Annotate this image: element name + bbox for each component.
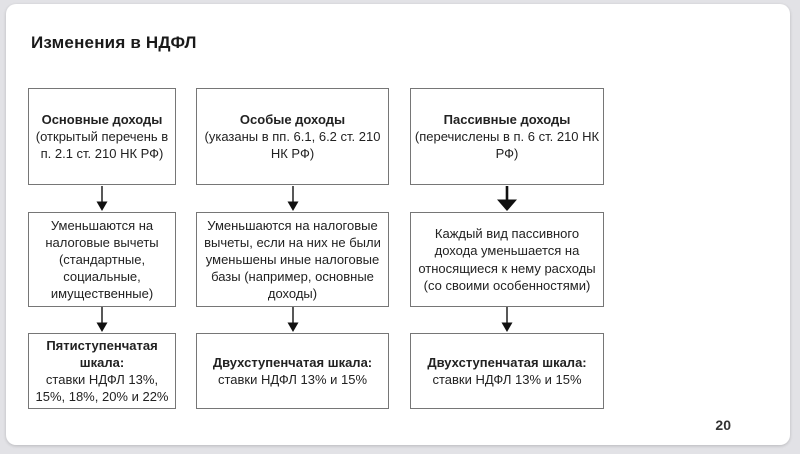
down-arrow-icon [28, 307, 176, 333]
box-main-deductions [28, 212, 176, 307]
box-main-scale [28, 333, 176, 409]
slide-card [6, 4, 790, 445]
box-body: Уменьшаются на налоговые вычеты (стандартные, социальные, имущественные) [45, 217, 159, 302]
box-title: Особые доходы [239, 111, 346, 127]
box-special-deductions [196, 212, 389, 307]
flowchart-column-special-income [196, 88, 389, 409]
box-main-income [28, 88, 176, 185]
box-title: Двухступенчатая шкала: [212, 354, 373, 370]
flowchart-column-passive-income [410, 88, 604, 409]
page-title: Изменения в НДФЛ [31, 33, 197, 53]
down-arrow-icon [410, 307, 604, 333]
page-number: 20 [715, 417, 731, 433]
box-title: Пассивные доходы [443, 111, 571, 127]
box-passive-scale [410, 333, 604, 409]
box-body: ставки НДФЛ 13%, 15%, 18%, 20% и 22% [35, 372, 169, 405]
box-body: ставки НДФЛ 13% и 15% [217, 372, 368, 387]
box-passive-income [410, 88, 604, 185]
down-arrow-icon [410, 185, 604, 212]
box-title: Двухступенчатая шкала: [427, 354, 587, 370]
box-title: Основные доходы [41, 111, 163, 127]
flowchart-column-main-income [28, 88, 176, 409]
down-arrow-icon [28, 185, 176, 212]
box-special-scale [196, 333, 389, 409]
box-body: Каждый вид пассивного дохода уменьшается на относящиеся к нему расходы (со своими особенностями) [418, 226, 596, 293]
box-body: (открытый перечень в п. 2.1 ст. 210 НК РФ) [35, 128, 169, 162]
box-title: Пятиступенчатая шкала: [46, 337, 158, 370]
box-body: ставки НДФЛ 13% и 15% [432, 372, 582, 387]
box-body: (перечислены в п. 6 ст. 210 НК РФ) [414, 128, 600, 162]
down-arrow-icon [196, 307, 389, 333]
down-arrow-icon [196, 185, 389, 212]
box-body: Уменьшаются на налоговые вычеты, если на них не были уменьшены иные налоговые базы (например, основные доходы) [204, 217, 381, 302]
box-passive-deductions [410, 212, 604, 307]
box-special-income [196, 88, 389, 185]
box-body: (указаны в пп. 6.1, 6.2 ст. 210 НК РФ) [204, 128, 381, 162]
flowchart [28, 88, 604, 409]
